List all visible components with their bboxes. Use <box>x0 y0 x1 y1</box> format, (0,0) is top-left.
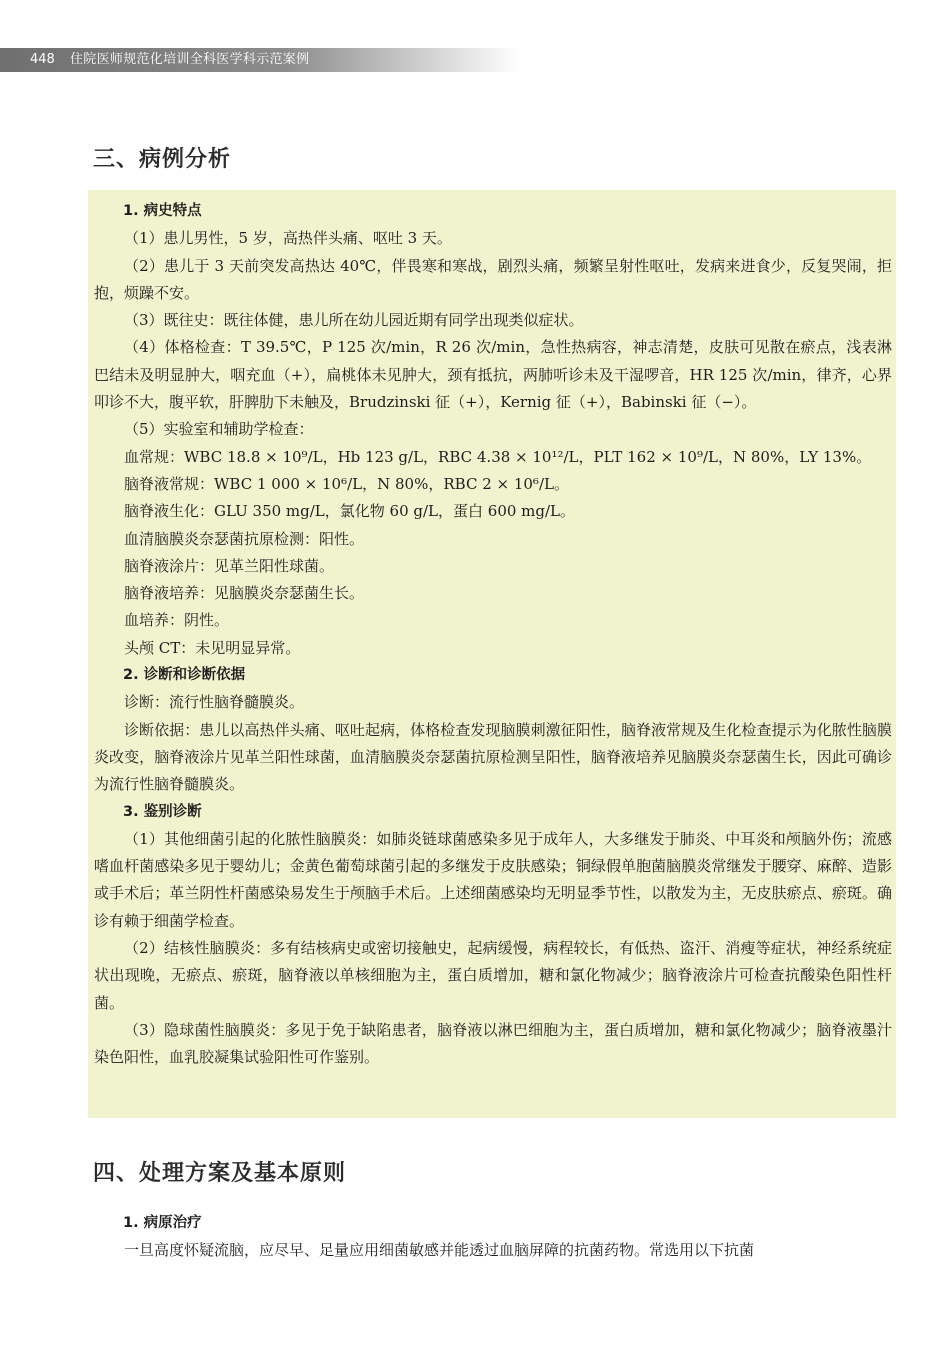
history-item-3: （3）既往史：既往体健，患儿所在幼儿园近期有同学出现类似症状。 <box>124 311 584 330</box>
lab-blood-routine: 血常规：WBC 18.8 × 10⁹/L，Hb 123 g/L，RBC 4.38 × 10¹²/L，PLT 162 × 10⁹/L，N 80%，LY 13%。 <box>124 447 872 466</box>
subheading-diagnosis: 2. 诊断和诊断依据 <box>123 667 246 684</box>
lab-csf-biochem: 脑脊液生化：GLU 350 mg/L，氯化物 60 g/L，蛋白 600 mg/L。 <box>124 502 576 521</box>
history-item-4: （4）体格检查：T 39.5℃，P 125 次/min，R 26 次/min，急性热病容，神志清楚，皮肤可见散在瘀点，浅表淋巴结未及明显肿大，咽充血（+），扁桃体未见肿大，颈有抵抗，两肺听诊未及干湿啰音，HR 125 次/min，律齐，心界叩诊不大，腹平软，肝脾肋下未触及，Brudzinski 征（+），Kernig 征（+），Babinski 征（−）。 <box>94 338 892 412</box>
differential-item-1: （1）其他细菌引起的化脓性脑膜炎：如肺炎链球菌感染多见于成年人，大多继发于肺炎、中耳炎和颅脑外伤；流感嗜血杆菌感染多见于婴幼儿；金黄色葡萄球菌引起的多继发于皮肤感染；铜绿假单胞菌脑膜炎常继发于腰穿、麻醉、造影或手术后；革兰阴性杆菌感染易发生于颅脑手术后。上述细菌感染均无明显季节性，以散发为主，无皮肤瘀点、瘀斑。确诊有赖于细菌学检查。 <box>94 829 892 930</box>
differential-item-2: （2）结核性脑膜炎：多有结核病史或密切接触史，起病缓慢，病程较长，有低热、盗汗、消瘦等症状，神经系统症状出现晚，无瘀点、瘀斑，脑脊液以单核细胞为主，蛋白质增加，糖和氯化物减少；脑脊液涂片可检查抗酸染色阳性杆菌。 <box>94 939 892 1012</box>
history-item-1: （1）患儿男性，5 岁，高热伴头痛、呕吐 3 天。 <box>124 229 452 248</box>
subheading-pathogen-treatment: 1. 病原治疗 <box>123 1215 202 1231</box>
page-header <box>0 48 520 72</box>
lab-csf-culture: 脑脊液培养：见脑膜炎奈瑟菌生长。 <box>124 584 365 603</box>
book-title: 住院医师规范化培训全科医学科示范案例 <box>70 52 310 67</box>
lab-csf-smear: 脑脊液涂片：见革兰阳性球菌。 <box>124 556 335 575</box>
treatment-paragraph: 一旦高度怀疑流脑，应尽早、足量应用细菌敏感并能透过血脑屏障的抗菌药物。常选用以下抗菌 <box>124 1241 755 1260</box>
page-number: 448 <box>30 52 55 67</box>
diagnosis-basis: 诊断依据：患儿以高热伴头痛、呕吐起病，体格检查发现脑膜刺激征阳性，脑脊液常规及生化检查提示为化脓性脑膜炎改变，脑脊液涂片见革兰阳性球菌，血清脑膜炎奈瑟菌抗原检测呈阳性，脑脊液培养见脑膜炎奈瑟菌生长，因此可确诊为流行性脑脊髓膜炎。 <box>94 720 892 794</box>
history-item-5: （5）实验室和辅助学检查： <box>124 420 314 439</box>
differential-item-3: （3）隐球菌性脑膜炎：多见于免于缺陷患者，脑脊液以淋巴细胞为主，蛋白质增加，糖和氯化物减少；脑脊液墨汁染色阳性，血乳胶凝集试验阳性可作鉴别。 <box>94 1020 892 1067</box>
treatment-body <box>94 1210 892 1265</box>
section-title-case-analysis: 三、病例分析 <box>93 146 232 172</box>
subheading-differential: 3. 鉴别诊断 <box>123 803 202 820</box>
lab-blood-culture: 血培养：阴性。 <box>124 611 230 630</box>
lab-csf-routine: 脑脊液常规：WBC 1 000 × 10⁶/L，N 80%，RBC 2 × 10⁶/L。 <box>124 474 569 493</box>
lab-head-ct: 头颅 CT：未见明显异常。 <box>124 638 301 657</box>
diagnosis: 诊断：流行性脑脊髓膜炎。 <box>124 693 305 712</box>
history-item-2: （2）患儿于 3 天前突发高热达 40℃，伴畏寒和寒战，剧烈头痛，频繁呈射性呕吐，发病来进食少，反复哭闹，拒抱，烦躁不安。 <box>94 256 892 302</box>
subheading-history: 1. 病史特点 <box>123 203 202 219</box>
section-title-treatment: 四、处理方案及基本原则 <box>93 1160 347 1186</box>
lab-serum-antigen: 血清脑膜炎奈瑟菌抗原检测：阳性。 <box>124 529 365 548</box>
case-analysis-body <box>94 198 892 1072</box>
